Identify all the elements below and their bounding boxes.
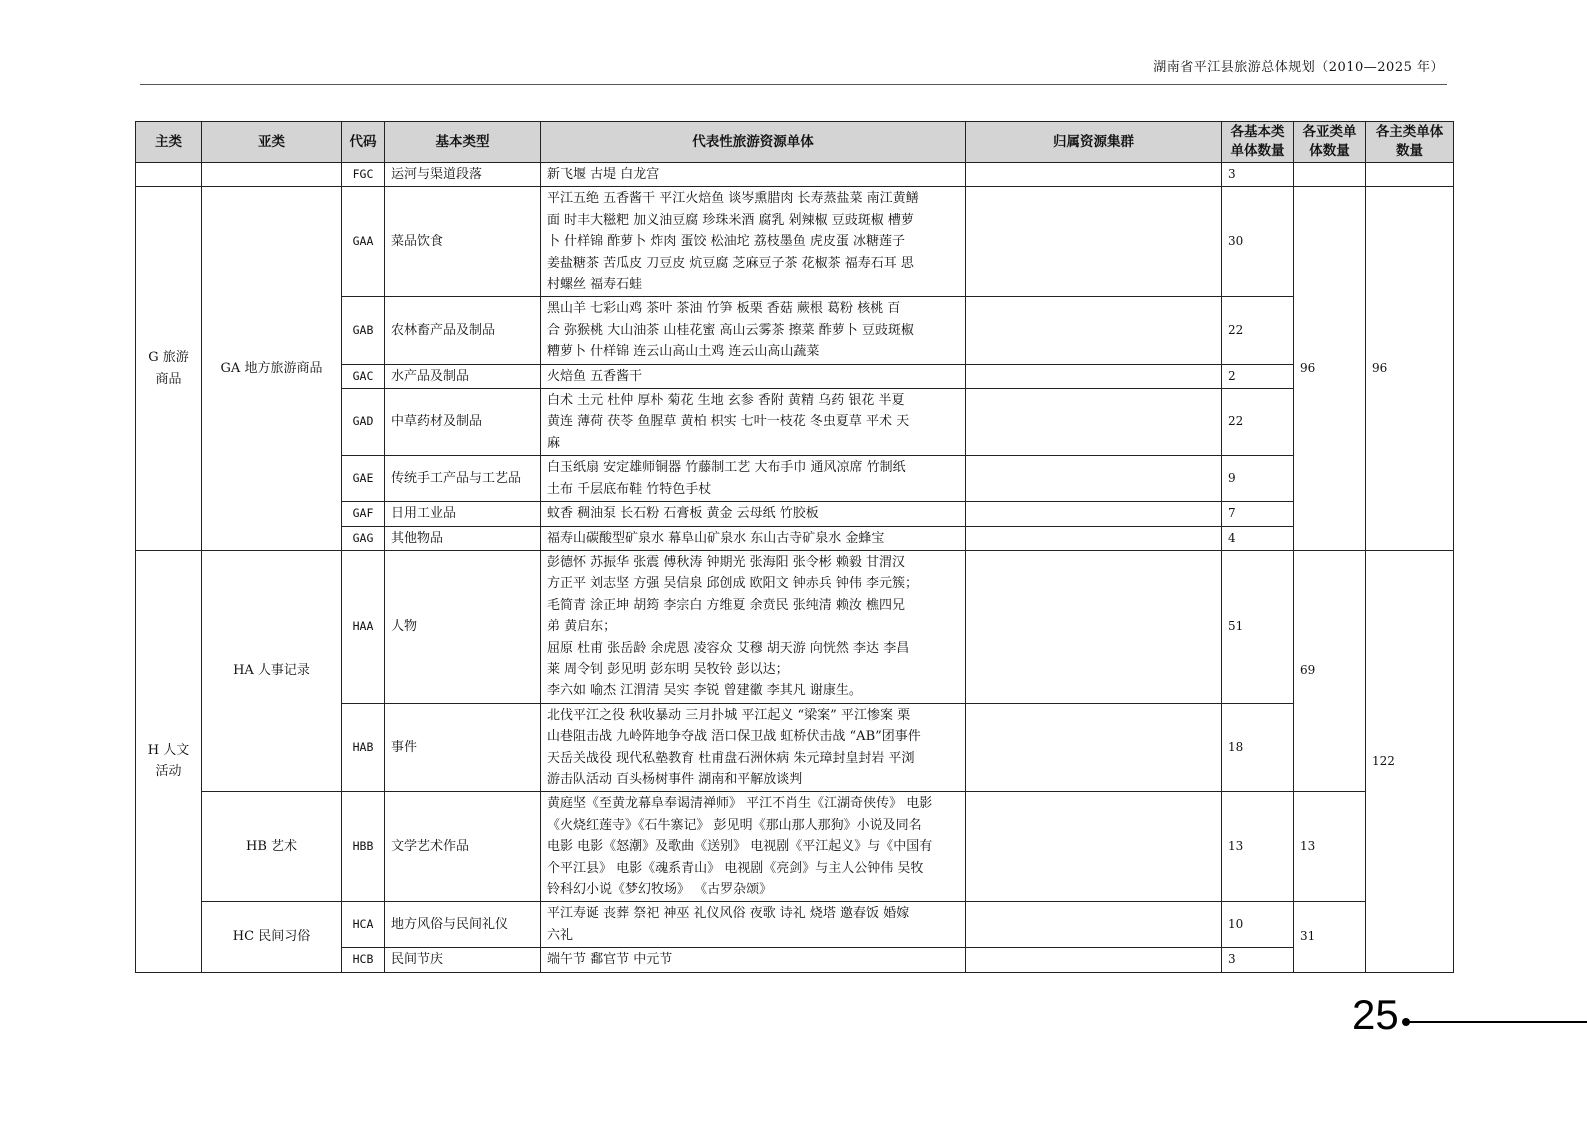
code-cell: FGC (342, 163, 385, 187)
sub-total-cell: 31 (1294, 902, 1366, 972)
col-header: 亚类 (202, 122, 342, 163)
count-cell: 3 (1222, 948, 1294, 972)
units-cell: 黄庭坚《至黄龙幕阜奉谒清禅师》 平江不肖生《江湖奇侠传》 电影 《火烧红莲寺》《石牛寨记》 彭见明《那山那人那狗》小说及同名 电影 电影《怒潮》及歌曲《送别》 电视剧《平江起义》与《中国有 个平江县》 电影《魂系青山》 电视剧《亮剑》与主人公钟伟 吴牧 铃科幻小说《梦幻牧场》 《古罗杂颂》 (541, 792, 966, 902)
main-total-cell: 96 (1366, 187, 1454, 551)
table-row (136, 550, 1454, 703)
col-header: 代码 (342, 122, 385, 163)
units-cell: 平江寿诞 丧葬 祭祀 神巫 礼仪风俗 夜歌 诗礼 烧塔 邀春饭 婚嫁 六礼 (541, 902, 966, 948)
sub-class-cell (202, 163, 342, 187)
sub-total-cell: 13 (1294, 792, 1366, 902)
units-cell: 火焙鱼 五香酱干 (541, 364, 966, 388)
type-cell: 地方风俗与民间礼仪 (385, 902, 541, 948)
table-row (136, 902, 1454, 948)
sub-class-cell: HA 人事记录 (202, 550, 342, 791)
count-cell: 22 (1222, 389, 1294, 456)
units-cell: 白术 土元 杜仲 厚朴 菊花 生地 玄参 香附 黄精 乌药 银花 半夏 黄连 薄荷 茯苓 鱼腥草 黄柏 枳实 七叶一枝花 冬虫夏草 平术 天 麻 (541, 389, 966, 456)
cluster-cell (966, 550, 1222, 703)
cluster-cell (966, 389, 1222, 456)
count-cell: 4 (1222, 526, 1294, 550)
code-cell: GAE (342, 456, 385, 502)
col-header: 各主类单体数量 (1366, 122, 1454, 163)
units-cell: 黑山羊 七彩山鸡 茶叶 茶油 竹笋 板栗 香菇 蕨根 葛粉 核桃 百 合 弥猴桃 大山油茶 山桂花蜜 高山云雾茶 擦菜 酢萝卜 豆豉斑椒 糟萝卜 什样锦 连云山高山土鸡 连云山高山蔬菜 (541, 297, 966, 364)
code-cell: GAA (342, 187, 385, 297)
type-cell: 民间节庆 (385, 948, 541, 972)
count-cell: 18 (1222, 703, 1294, 792)
page-header-title: 湖南省平江县旅游总体规划（2010—2025 年） (1153, 60, 1444, 75)
code-cell: GAF (342, 502, 385, 526)
sub-total-cell: 96 (1294, 187, 1366, 551)
units-cell: 平江五绝 五香酱干 平江火焙鱼 谈岑熏腊肉 长寿蒸盐菜 南江黄鳝 面 时丰大糍粑 加义油豆腐 珍珠米酒 腐乳 剁辣椒 豆豉斑椒 槽萝 卜 什样锦 酢萝卜 炸肉 蛋饺 松油坨 荔枝墨鱼 虎皮蛋 冰糖莲子 姜盐糖茶 苦瓜皮 刀豆皮 炕豆腐 芝麻豆子茶 花椒茶 福寿石耳 思 村螺丝 福寿石蛙 (541, 187, 966, 297)
type-cell: 其他物品 (385, 526, 541, 550)
count-cell: 22 (1222, 297, 1294, 364)
main-class-cell: G 旅游商品 (136, 187, 202, 551)
units-cell: 端午节 鄱官节 中元节 (541, 948, 966, 972)
code-cell: HAB (342, 703, 385, 792)
main-class-cell: H 人文活动 (136, 550, 202, 972)
sub-total-cell: 69 (1294, 550, 1366, 791)
col-header: 归属资源集群 (966, 122, 1222, 163)
header-rule (140, 84, 1447, 85)
count-cell: 10 (1222, 902, 1294, 948)
resource-table (135, 121, 1454, 973)
count-cell: 30 (1222, 187, 1294, 297)
sub-class-cell: GA 地方旅游商品 (202, 187, 342, 551)
table-header-row (136, 122, 1454, 163)
cluster-cell (966, 163, 1222, 187)
col-header: 基本类型 (385, 122, 541, 163)
cluster-cell (966, 502, 1222, 526)
type-cell: 农林畜产品及制品 (385, 297, 541, 364)
cluster-cell (966, 456, 1222, 502)
cluster-cell (966, 187, 1222, 297)
count-cell: 7 (1222, 502, 1294, 526)
sub-total-cell (1294, 163, 1366, 187)
type-cell: 水产品及制品 (385, 364, 541, 388)
sub-class-cell: HC 民间习俗 (202, 902, 342, 972)
type-cell: 中草药材及制品 (385, 389, 541, 456)
type-cell: 菜品饮食 (385, 187, 541, 297)
page-number: 25 (1352, 991, 1399, 1038)
type-cell: 日用工业品 (385, 502, 541, 526)
code-cell: HCA (342, 902, 385, 948)
sub-class-cell: HB 艺术 (202, 792, 342, 902)
type-cell: 人物 (385, 550, 541, 703)
code-cell: HBB (342, 792, 385, 902)
cluster-cell (966, 297, 1222, 364)
main-class-cell (136, 163, 202, 187)
count-cell: 3 (1222, 163, 1294, 187)
cluster-cell (966, 792, 1222, 902)
units-cell: 蚊香 稠油泵 长石粉 石膏板 黄金 云母纸 竹胶板 (541, 502, 966, 526)
col-header: 各亚类单体数量 (1294, 122, 1366, 163)
type-cell: 传统手工产品与工艺品 (385, 456, 541, 502)
table-row (136, 187, 1454, 297)
cluster-cell (966, 364, 1222, 388)
cluster-cell (966, 948, 1222, 972)
page-number-rule (1406, 1021, 1587, 1023)
count-cell: 9 (1222, 456, 1294, 502)
col-header: 各基本类单体数量 (1222, 122, 1294, 163)
code-cell: GAD (342, 389, 385, 456)
type-cell: 文学艺术作品 (385, 792, 541, 902)
col-header: 代表性旅游资源单体 (541, 122, 966, 163)
code-cell: GAB (342, 297, 385, 364)
cluster-cell (966, 902, 1222, 948)
units-cell: 彭德怀 苏振华 张震 傅秋涛 钟期光 张海阳 张令彬 赖毅 甘渭汉 方正平 刘志坚 方强 吴信泉 邱创成 欧阳文 钟赤兵 钟伟 李元簇； 毛简青 涂正坤 胡筠 李宗白 方维夏 余贲民 张纯清 赖汝 樵四兄 弟 黄启东； 屈原 杜甫 张岳龄 余虎恩 凌容众 艾穆 胡天游 向恍然 李达 李昌 莱 周令钊 彭见明 彭东明 吴牧铃 彭以达； 李六如 喻杰 江渭清 吴实 李锐 曾建徽 李其凡 谢康生。 (541, 550, 966, 703)
units-cell: 北伐平江之役 秋收暴动 三月扑城 平江起义 “梁案” 平江惨案 栗 山巷阻击战 九岭阵地争夺战 浯口保卫战 虹桥伏击战 “AB”团事件 天岳关战役 现代私塾教育 杜甫盘石洲休病 朱元璋封皇封岩 平浏 游击队活动 百头杨树事件 湖南和平解放谈判 (541, 703, 966, 792)
cluster-cell (966, 526, 1222, 550)
code-cell: HCB (342, 948, 385, 972)
count-cell: 13 (1222, 792, 1294, 902)
main-total-cell: 122 (1366, 550, 1454, 972)
table-row (136, 792, 1454, 902)
type-cell: 事件 (385, 703, 541, 792)
code-cell: GAC (342, 364, 385, 388)
units-cell: 新飞堰 古堤 白龙宫 (541, 163, 966, 187)
table-row (136, 163, 1454, 187)
type-cell: 运河与渠道段落 (385, 163, 541, 187)
count-cell: 51 (1222, 550, 1294, 703)
main-total-cell (1366, 163, 1454, 187)
count-cell: 2 (1222, 364, 1294, 388)
code-cell: HAA (342, 550, 385, 703)
units-cell: 福寿山碳酸型矿泉水 幕阜山矿泉水 东山古寺矿泉水 金蜂宝 (541, 526, 966, 550)
units-cell: 白玉纸扇 安定雄师铜器 竹藤制工艺 大布手巾 通风凉席 竹制纸 土布 千层底布鞋 竹特色手杖 (541, 456, 966, 502)
cluster-cell (966, 703, 1222, 792)
code-cell: GAG (342, 526, 385, 550)
col-header: 主类 (136, 122, 202, 163)
